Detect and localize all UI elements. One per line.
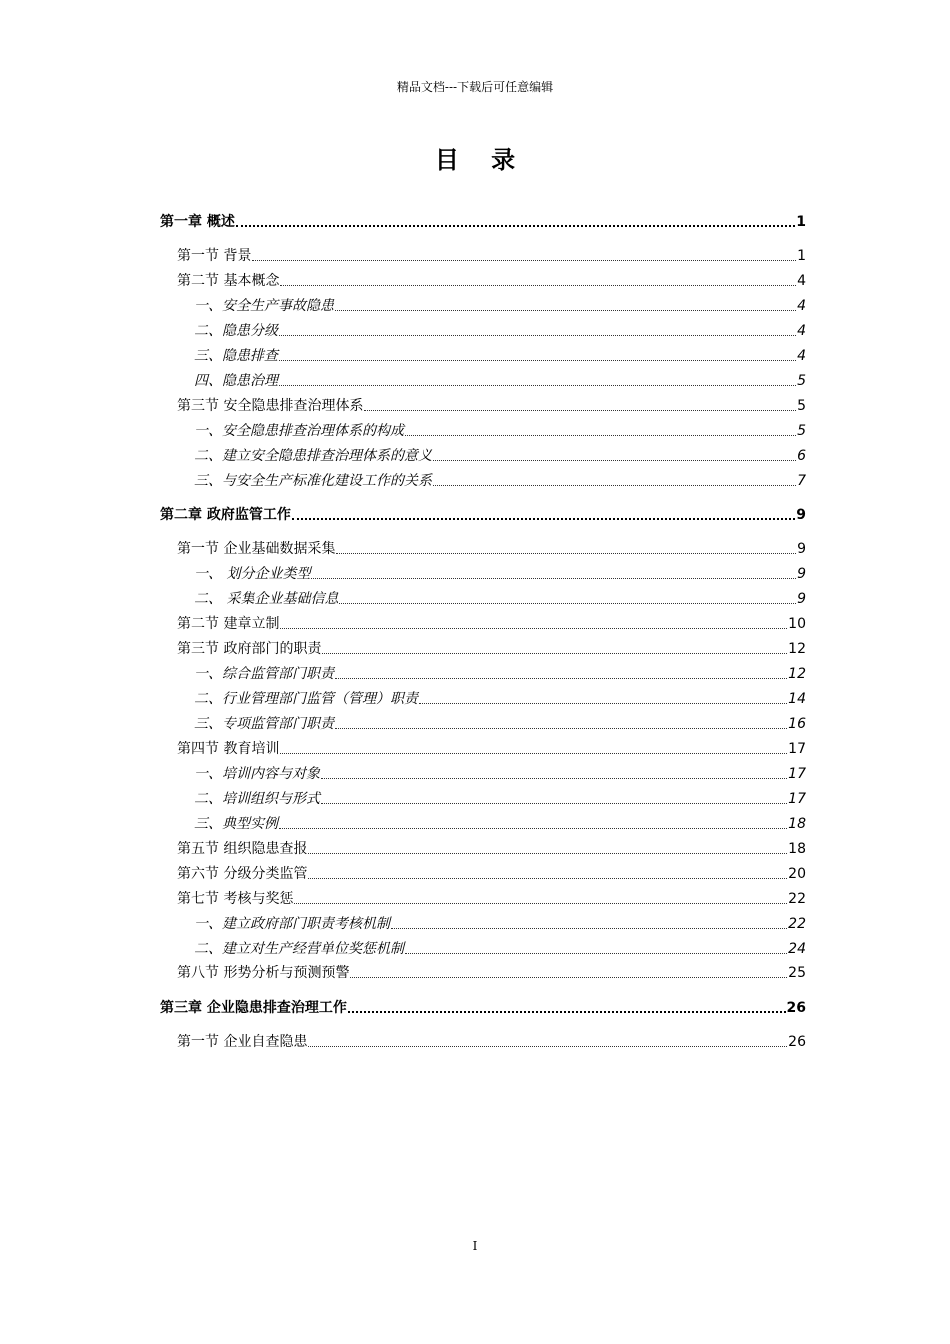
toc-section-entry[interactable] [177, 271, 806, 291]
toc-entry-label: 一、建立政府部门职责考核机制 [194, 916, 390, 932]
toc-subsection-entry[interactable] [194, 764, 806, 784]
toc-entry-label: 二、行业管理部门监管（管理）职责 [194, 691, 418, 707]
toc-chapter-entry[interactable] [160, 505, 806, 525]
toc-entry-page-number: 5 [797, 398, 806, 414]
toc-entry-label: 三、典型实例 [194, 816, 278, 832]
toc-dot-leader [335, 310, 796, 311]
toc-entry-label: 第二节 建章立制 [177, 616, 280, 632]
toc-entry-label: 第一章 概述 [160, 214, 235, 230]
toc-subsection-entry[interactable] [194, 789, 806, 809]
toc-dot-leader [321, 803, 787, 804]
toc-entry-label: 第二节 基本概念 [177, 273, 280, 289]
toc-section-entry[interactable] [177, 889, 806, 909]
toc-entry-page-number: 7 [797, 473, 806, 489]
toc-entry-label: 第四节 教育培训 [177, 741, 280, 757]
toc-entry-page-number: 24 [788, 941, 806, 957]
toc-entry-label: 三、专项监管部门职责 [194, 716, 334, 732]
toc-dot-leader [364, 410, 796, 411]
toc-dot-leader [236, 225, 795, 227]
toc-entry-page-number: 25 [788, 965, 806, 981]
toc-entry-page-number: 26 [786, 1000, 806, 1016]
toc-entry-label: 三、隐患排查 [194, 348, 278, 364]
toc-subsection-entry[interactable] [194, 714, 806, 734]
toc-entry-page-number: 9 [797, 566, 806, 582]
toc-subsection-entry[interactable] [194, 321, 806, 341]
toc-entry-label: 一、 划分企业类型 [194, 566, 311, 582]
toc-entry-page-number: 1 [796, 214, 806, 230]
toc-entry-label: 第一节 企业自查隐患 [177, 1034, 308, 1050]
toc-dot-leader [335, 728, 787, 729]
toc-dot-leader [279, 828, 787, 829]
toc-subsection-entry[interactable] [194, 296, 806, 316]
toc-section-entry[interactable] [177, 1032, 806, 1052]
toc-entry-page-number: 17 [788, 791, 806, 807]
toc-subsection-entry[interactable] [194, 446, 806, 466]
toc-entry-label: 一、安全隐患排查治理体系的构成 [194, 423, 404, 439]
toc-dot-leader [322, 653, 787, 654]
toc-entry-page-number: 14 [788, 691, 806, 707]
toc-entry-label: 二、隐患分级 [194, 323, 278, 339]
toc-section-entry[interactable] [177, 614, 806, 634]
toc-dot-leader [419, 703, 787, 704]
toc-section-entry[interactable] [177, 396, 806, 416]
toc-dot-leader [308, 878, 787, 879]
toc-dot-leader [252, 260, 796, 261]
toc-entry-page-number: 22 [788, 891, 806, 907]
toc-entry-page-number: 17 [788, 766, 806, 782]
toc-entry-page-number: 4 [797, 298, 806, 314]
toc-subsection-entry[interactable] [194, 421, 806, 441]
toc-section-entry[interactable] [177, 864, 806, 884]
toc-subsection-entry[interactable] [194, 814, 806, 834]
toc-entry-label: 四、隐患治理 [194, 373, 278, 389]
toc-dot-leader [280, 628, 787, 629]
toc-subsection-entry[interactable] [194, 564, 806, 584]
toc-entry-page-number: 9 [797, 591, 806, 607]
toc-entry-label: 第三章 企业隐患排查治理工作 [160, 1000, 347, 1016]
toc-entry-page-number: 4 [797, 273, 806, 289]
toc-entry-page-number: 1 [797, 248, 806, 264]
toc-dot-leader [292, 518, 795, 520]
toc-subsection-entry[interactable] [194, 471, 806, 491]
toc-subsection-entry[interactable] [194, 689, 806, 709]
toc-dot-leader [294, 903, 787, 904]
toc-entry-label: 三、与安全生产标准化建设工作的关系 [194, 473, 432, 489]
toc-entry-label: 二、培训组织与形式 [194, 791, 320, 807]
toc-entry-label: 一、综合监管部门职责 [194, 666, 334, 682]
toc-subsection-entry[interactable] [194, 914, 806, 934]
toc-entry-page-number: 5 [797, 373, 806, 389]
toc-entry-label: 第三节 安全隐患排查治理体系 [177, 398, 364, 414]
toc-entry-label: 一、培训内容与对象 [194, 766, 320, 782]
toc-dot-leader [280, 285, 796, 286]
toc-entry-label: 第三节 政府部门的职责 [177, 641, 322, 657]
toc-dot-leader [350, 977, 787, 978]
toc-dot-leader [433, 460, 796, 461]
toc-dot-leader [336, 553, 796, 554]
toc-entry-page-number: 6 [797, 448, 806, 464]
toc-entry-page-number: 5 [797, 423, 806, 439]
toc-subsection-entry[interactable] [194, 939, 806, 959]
toc-chapter-entry[interactable] [160, 998, 806, 1018]
toc-entry-label: 二、建立对生产经营单位奖惩机制 [194, 941, 404, 957]
toc-entry-page-number: 9 [796, 507, 806, 523]
toc-dot-leader [308, 1046, 787, 1047]
toc-entry-page-number: 10 [788, 616, 806, 632]
toc-dot-leader [405, 435, 796, 436]
toc-dot-leader [335, 678, 787, 679]
toc-entry-label: 二、 采集企业基础信息 [194, 591, 339, 607]
toc-entry-label: 第一节 企业基础数据采集 [177, 541, 336, 557]
toc-entry-label: 第五节 组织隐患查报 [177, 841, 308, 857]
toc-dot-leader [405, 953, 787, 954]
toc-entry-page-number: 18 [788, 841, 806, 857]
toc-entry-page-number: 26 [788, 1034, 806, 1050]
page-number: I [472, 1239, 478, 1253]
toc-entry-label: 二、建立安全隐患排查治理体系的意义 [194, 448, 432, 464]
toc-section-entry[interactable] [177, 539, 806, 559]
toc-section-entry[interactable] [177, 639, 806, 659]
toc-dot-leader [279, 335, 796, 336]
page-header: 精品文档---下载后可任意编辑 [396, 80, 554, 94]
toc-entry-page-number: 12 [788, 666, 806, 682]
toc-entry-label: 第二章 政府监管工作 [160, 507, 291, 523]
toc-dot-leader [279, 360, 796, 361]
toc-entry-page-number: 17 [788, 741, 806, 757]
toc-dot-leader [280, 753, 787, 754]
toc-entry-page-number: 4 [797, 348, 806, 364]
toc-entry-page-number: 9 [797, 541, 806, 557]
toc-entry-label: 第一节 背景 [177, 248, 252, 264]
toc-dot-leader [308, 853, 787, 854]
page-title: 目 录 [434, 146, 528, 174]
toc-entry-page-number: 20 [788, 866, 806, 882]
toc-dot-leader [279, 385, 796, 386]
toc-entry-label: 第七节 考核与奖惩 [177, 891, 294, 907]
toc-section-entry[interactable] [177, 739, 806, 759]
toc-entry-label: 一、安全生产事故隐患 [194, 298, 334, 314]
toc-entry-page-number: 16 [788, 716, 806, 732]
toc-entry-page-number: 22 [788, 916, 806, 932]
toc-subsection-entry[interactable] [194, 346, 806, 366]
toc-dot-leader [321, 778, 787, 779]
toc-dot-leader [433, 485, 796, 486]
toc-entry-label: 第六节 分级分类监管 [177, 866, 308, 882]
toc-chapter-entry[interactable] [160, 212, 806, 232]
toc-subsection-entry[interactable] [194, 589, 806, 609]
toc-entry-label: 第八节 形势分析与预测预警 [177, 965, 350, 981]
toc-dot-leader [391, 928, 787, 929]
toc-section-entry[interactable] [177, 246, 806, 266]
toc-dot-leader [348, 1011, 786, 1013]
toc-dot-leader [311, 578, 796, 579]
toc-section-entry[interactable] [177, 839, 806, 859]
toc-entry-page-number: 12 [788, 641, 806, 657]
toc-subsection-entry[interactable] [194, 664, 806, 684]
toc-entry-page-number: 4 [797, 323, 806, 339]
toc-section-entry[interactable] [177, 963, 806, 983]
toc-subsection-entry[interactable] [194, 371, 806, 391]
toc-entry-page-number: 18 [788, 816, 806, 832]
toc-dot-leader [339, 603, 796, 604]
